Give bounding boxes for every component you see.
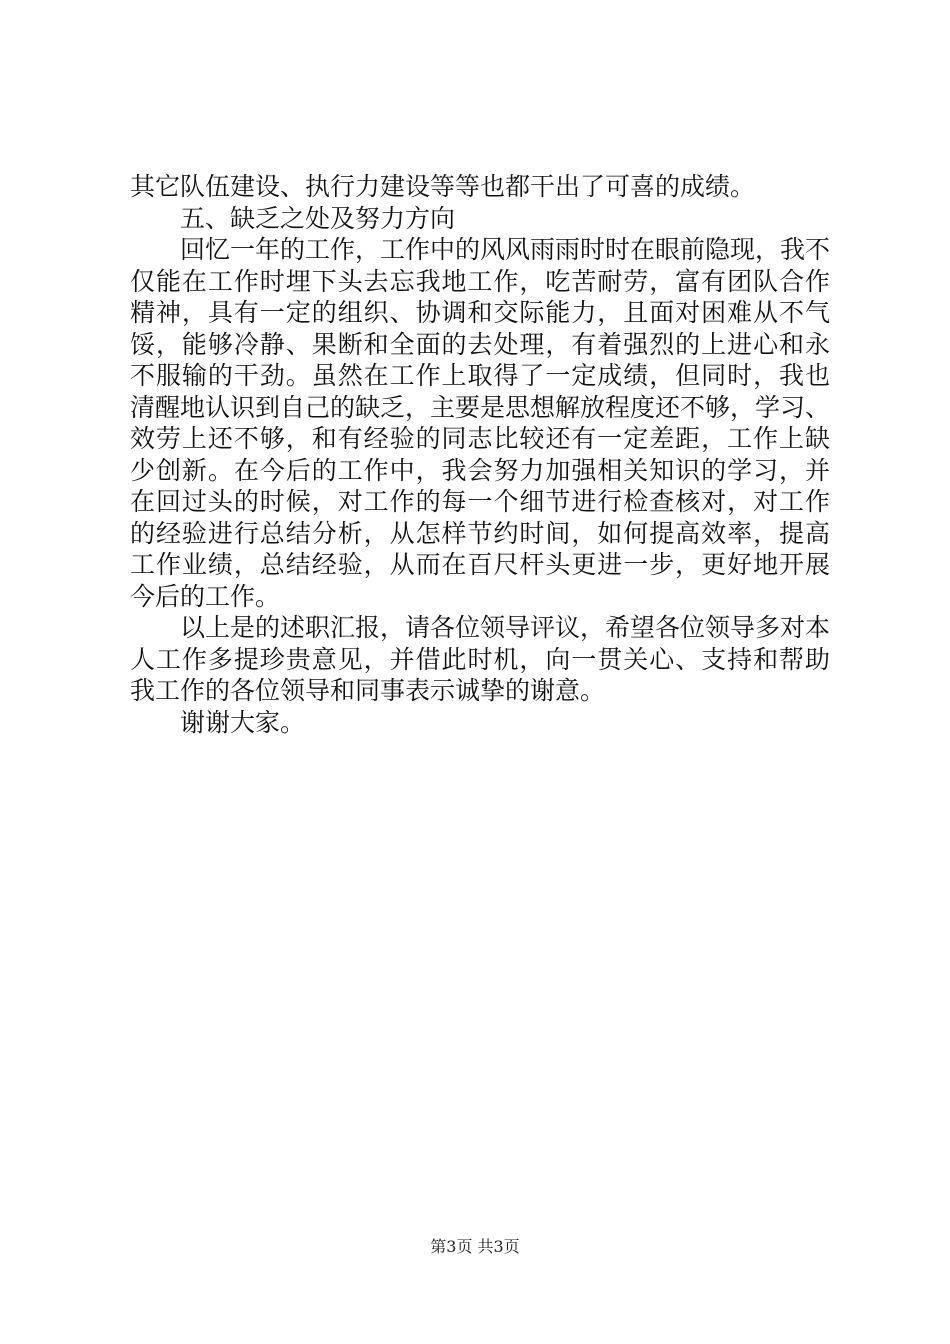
text-line: 人工作多提珍贵意见，并借此时机，向一贯关心、支持和帮助 [130, 644, 830, 674]
text-line: 工作业绩，总结经验，从而在百尺杆头更进一步，更好地开展 [130, 550, 830, 579]
text-line: 少创新。在今后的工作中，我会努力加强相关知识的学习，并 [130, 455, 830, 485]
text-line: 精神，具有一定的组织、协调和交际能力，且面对困难从不气 [130, 298, 830, 327]
text-line: 今后的工作。 [130, 581, 281, 611]
text-line: 回忆一年的工作，工作中的风风雨雨时时在眼前隐现，我不 [180, 235, 831, 264]
closing-line: 谢谢大家。 [180, 707, 306, 737]
document-body [130, 171, 830, 738]
text-line: 清醒地认识到自己的缺乏，主要是思想解放程度还不够，学习、 [130, 392, 831, 422]
text-line: 我工作的各位领导和同事表示诚挚的谢意。 [130, 676, 606, 705]
text-line: 以上是的述职汇报，请各位领导评议，希望各位领导多对本 [180, 613, 831, 642]
page-number-footer: 第3页 共3页 [430, 1237, 520, 1256]
text-line: 效劳上还不够，和有经验的同志比较还有一定差距，工作上缺 [130, 424, 830, 453]
text-line: 其它队伍建设、执行力建设等等也都干出了可喜的成绩。 [130, 172, 756, 201]
text-line: 在回过头的时候，对工作的每一个细节进行检查核对，对工作 [130, 487, 830, 516]
section-heading: 五、缺乏之处及努力方向 [180, 203, 456, 233]
text-line: 的经验进行总结分析，从怎样节约时间，如何提高效率，提高 [130, 518, 830, 548]
text-line: 不服输的干劲。虽然在工作上取得了一定成绩，但同时，我也 [130, 361, 830, 390]
text-line: 仅能在工作时埋下头去忘我地工作，吃苦耐劳，富有团队合作 [130, 266, 830, 296]
text-line: 馁，能够冷静、果断和全面的去处理，有着强烈的上进心和永 [130, 329, 830, 359]
